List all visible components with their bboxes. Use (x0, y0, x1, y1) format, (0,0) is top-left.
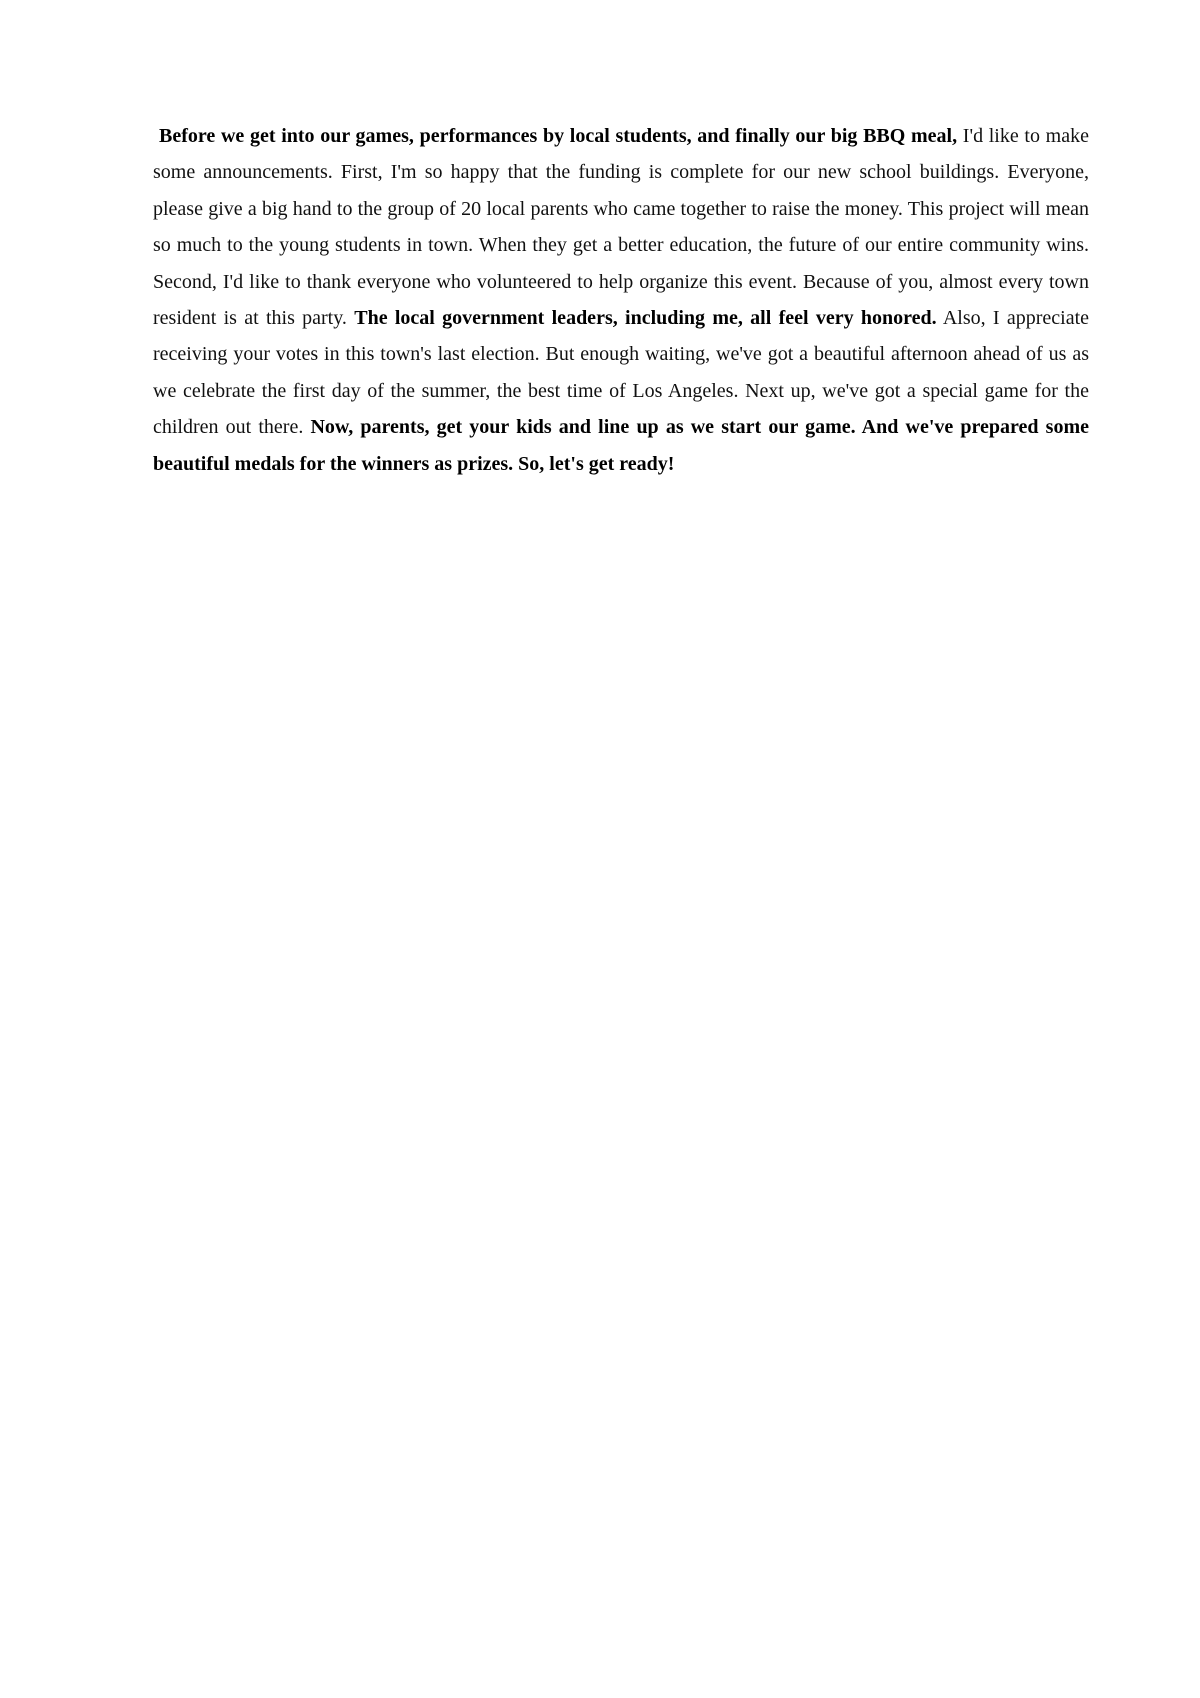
bold-phrase-opening: Before we get into our games, performances by local students, and finally our big BBQ meal, (159, 125, 958, 147)
regular-text-election: Also, I appreciate receiving your votes in this town's last election. But enough waiting, we've got a beautiful afternoon ahead of us as we celebrate the first day of the summer, the best time of Los Angeles. Next up, we've got a special game for the children out there. (153, 307, 1090, 439)
bold-phrase-government-leaders: The local government leaders, including me, all feel very honored. (354, 307, 937, 330)
bold-phrase-game-call: Now, parents, get your kids and line up as we start our game. And we've prepared some beautiful medals for the winners as prizes. So, let's get ready! (153, 416, 1090, 475)
regular-text-announcements: I'd like to make some announcements. First, I'm so happy that the funding is complete for our new school buildings. Everyone, please give a big hand to the group of 20 local parents who came together to raise the money. This project will mean so much to the young students in town. When they get a better education, the future of our entire community wins. Second, I'd like to thank everyone who volunteered to help organize this event. Because of you, almost every town resident is at this party. (153, 125, 1089, 330)
announcement-paragraph (153, 118, 1089, 482)
